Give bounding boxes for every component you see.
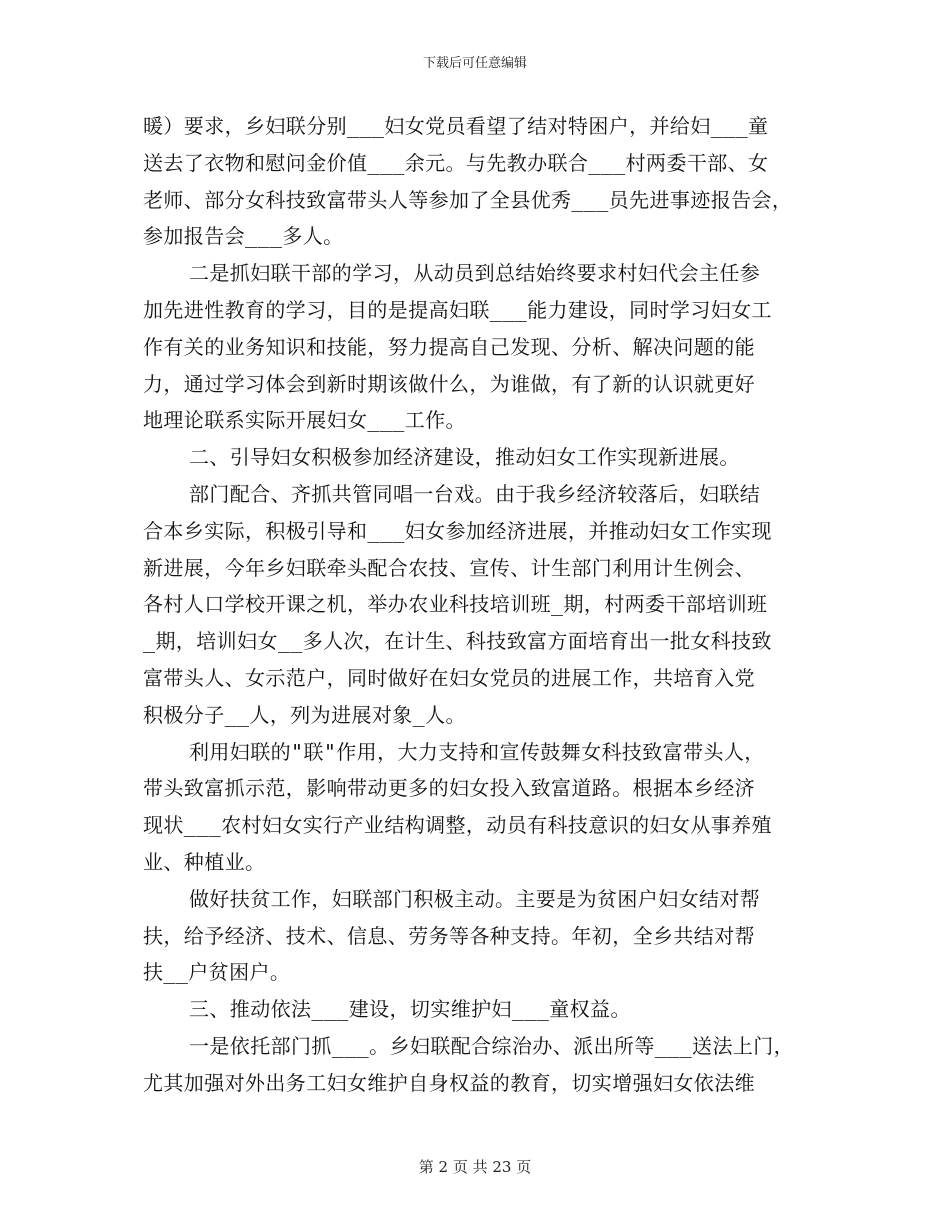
- text-line: 三、推动依法___建设，切实维护妇___童权益。: [189, 997, 631, 1022]
- text-line: 业、种植业。: [143, 849, 266, 874]
- text-line: 二、引导妇女积极参加经济建设，推动妇女工作实现新进展。: [189, 445, 740, 470]
- paragraph: [143, 255, 823, 439]
- text-line: 部门配合、齐抓共管同唱一台戏。由于我乡经济较落后，妇联结: [189, 481, 761, 506]
- section-heading: [143, 439, 823, 476]
- text-line: 新进展，今年乡妇联牵头配合农技、宣传、计生部门利用计生例会、: [143, 555, 755, 580]
- paragraph: [143, 881, 823, 991]
- text-line: 加先进性教育的学习，目的是提高妇联___能力建设，同时学习妇女工: [143, 297, 772, 322]
- text-line: 送去了衣物和慰问金价值___余元。与先教办联合___村两委干部、女: [143, 150, 769, 175]
- document-body: [143, 108, 823, 1102]
- text-line: 利用妇联的"联"作用，大力支持和宣传鼓舞女科技致富带头人，: [189, 739, 765, 764]
- section-heading: [143, 991, 823, 1028]
- text-line: 积极分子__人，列为进展对象_人。: [143, 702, 466, 727]
- text-line: 各村人口学校开课之机，举办农业科技培训班_期，村两委干部培训班: [143, 592, 768, 617]
- text-line: 现状___农村妇女实行产业结构调整，动员有科技意识的妇女从事养殖: [143, 813, 772, 838]
- paragraph: [143, 734, 823, 881]
- paragraph: [143, 1028, 823, 1102]
- paragraph: [143, 476, 823, 734]
- text-line: 作有关的业务知识和技能，努力提高自己发现、分析、解决问题的能: [143, 334, 755, 359]
- paragraph: [143, 108, 823, 255]
- text-line: 老师、部分女科技致富带头人等参加了全县优秀___员先进事迹报告会，: [143, 187, 793, 212]
- page-header-note: 下载后可任意编辑: [422, 56, 527, 71]
- text-line: 地理论联系实际开展妇女___工作。: [143, 408, 466, 433]
- text-line: 扶__户贫困户。: [143, 960, 291, 985]
- text-line: 一是依托部门抓___。乡妇联配合综治办、派出所等___送法上门，: [189, 1033, 795, 1058]
- text-line: 二是抓妇联干部的学习，从动员到总结始终要求村妇代会主任参: [189, 261, 761, 286]
- text-line: 扶，给予经济、技术、信息、劳务等各种支持。年初，全乡共结对帮: [143, 923, 755, 948]
- text-line: 暖）要求，乡妇联分别___妇女党员看望了结对特困户，并给妇___童: [143, 114, 769, 138]
- text-line: 带头致富抓示范，影响带动更多的妇女投入致富道路。根据本乡经济: [143, 776, 755, 801]
- text-line: 做好扶贫工作，妇联部门积极主动。主要是为贫困户妇女结对帮: [189, 886, 761, 911]
- page-number: 第 2 页 共 23 页: [418, 1158, 532, 1176]
- text-line: 力，通过学习体会到新时期该做什么，为谁做，有了新的认识就更好: [143, 371, 755, 396]
- text-line: 富带头人、女示范户，同时做好在妇女党员的进展工作，共培育入党: [143, 665, 755, 690]
- text-line: 参加报告会___多人。: [143, 224, 344, 249]
- text-line: 尤其加强对外出务工妇女维护自身权益的教育，切实增强妇女依法维: [143, 1070, 755, 1095]
- text-line: 合本乡实际，积极引导和___妇女参加经济进展，并推动妇女工作实现: [143, 518, 772, 543]
- text-line: _期，培训妇女__多人次，在计生、科技致富方面培育出一批女科技致: [143, 629, 772, 654]
